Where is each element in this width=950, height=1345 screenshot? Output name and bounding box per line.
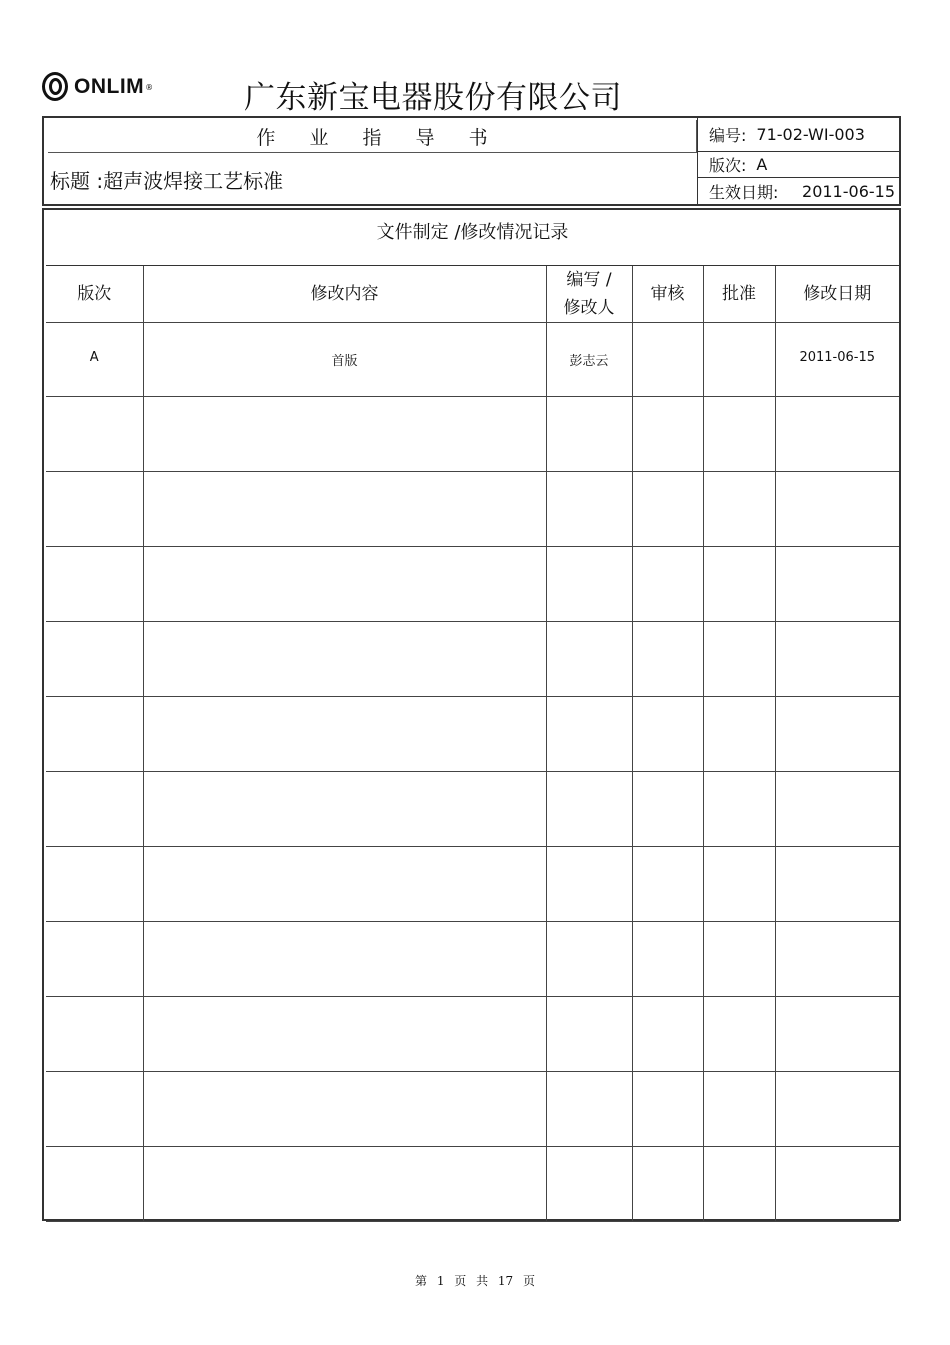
cell-author [546, 697, 632, 772]
col-header-approve: 批准 [703, 266, 775, 323]
cell-author [546, 1072, 632, 1147]
revision-table [46, 266, 899, 1222]
doc-type: 作 业 指 导 书 [48, 120, 697, 153]
cell-date [775, 622, 899, 697]
company-name: 广东新宝电器股份有限公司 [244, 80, 622, 116]
cell-content [143, 697, 546, 772]
effective-date-value: 2011-06-15 [802, 181, 895, 201]
cell-review [632, 547, 703, 622]
cell-approve [703, 622, 775, 697]
revision-record-title: 文件制定 /修改情况记录 [46, 210, 899, 266]
cell-approve [703, 547, 775, 622]
cell-review [632, 1072, 703, 1147]
cell-approve [703, 397, 775, 472]
cell-date [775, 997, 899, 1072]
cell-approve [703, 997, 775, 1072]
col-header-author: 编写 / 修改人 [546, 266, 632, 323]
cell-content [143, 1072, 546, 1147]
table-row [46, 472, 899, 547]
effective-date-label: 生效日期: [709, 182, 779, 202]
cell-content [143, 397, 546, 472]
cell-author [546, 1147, 632, 1222]
cell-date [775, 397, 899, 472]
cell-review [632, 472, 703, 547]
doc-version [698, 152, 899, 178]
table-row [46, 622, 899, 697]
table-row [46, 847, 899, 922]
cell-review [632, 997, 703, 1072]
cell-review [632, 772, 703, 847]
cell-approve [703, 847, 775, 922]
table-row [46, 1072, 899, 1147]
table-row [46, 697, 899, 772]
cell-approve [703, 697, 775, 772]
cell-author [546, 847, 632, 922]
cell-author: 彭志云 [546, 323, 632, 397]
registered-icon: ® [145, 82, 154, 92]
cell-author [546, 622, 632, 697]
cell-content: 首版 [143, 323, 546, 397]
table-row [46, 547, 899, 622]
doc-version-label: 版次: [709, 156, 747, 175]
cell-version: A [46, 323, 143, 397]
col-header-review: 审核 [632, 266, 703, 323]
cell-date [775, 922, 899, 997]
table-row [46, 922, 899, 997]
cell-version [46, 697, 143, 772]
cell-date [775, 472, 899, 547]
cell-content [143, 997, 546, 1072]
cell-approve [703, 772, 775, 847]
cell-approve [703, 922, 775, 997]
cell-approve [703, 472, 775, 547]
cell-content [143, 847, 546, 922]
cell-content [143, 547, 546, 622]
cell-version [46, 922, 143, 997]
table-row [46, 397, 899, 472]
cell-date [775, 547, 899, 622]
cell-date [775, 1147, 899, 1222]
revision-record [42, 208, 901, 1221]
cell-approve [703, 1147, 775, 1222]
doc-number [698, 118, 899, 152]
doc-number-label: 编号: [709, 126, 747, 145]
col-header-version: 版次 [46, 266, 143, 323]
cell-author [546, 547, 632, 622]
doc-version-value: A [756, 155, 768, 174]
cell-content [143, 472, 546, 547]
cell-date [775, 1072, 899, 1147]
cell-content [143, 772, 546, 847]
cell-review [632, 847, 703, 922]
cell-content [143, 1147, 546, 1222]
document-header [42, 116, 901, 206]
company-logo [42, 71, 153, 103]
cell-review [632, 697, 703, 772]
cell-version [46, 997, 143, 1072]
cell-author [546, 397, 632, 472]
cell-version [46, 397, 143, 472]
table-row [46, 1147, 899, 1222]
table-row [46, 997, 899, 1072]
cell-version [46, 1072, 143, 1147]
cell-review [632, 1147, 703, 1222]
cell-date [775, 772, 899, 847]
col-header-date: 修改日期 [775, 266, 899, 323]
table-row [46, 323, 899, 397]
cell-content [143, 622, 546, 697]
cell-author [546, 472, 632, 547]
cell-review [632, 622, 703, 697]
cell-version [46, 472, 143, 547]
col-header-content: 修改内容 [143, 266, 546, 323]
cell-date [775, 697, 899, 772]
cell-approve [703, 323, 775, 397]
cell-date [775, 847, 899, 922]
cell-version [46, 772, 143, 847]
doc-effective-date [698, 178, 899, 204]
doc-number-value: 71-02-WI-003 [756, 125, 865, 144]
page-footer: 第 1 页 共 17 页 [415, 1274, 535, 1288]
cell-version [46, 622, 143, 697]
cell-author [546, 997, 632, 1072]
cell-author [546, 922, 632, 997]
cell-date: 2011-06-15 [775, 323, 899, 397]
cell-review [632, 922, 703, 997]
cell-author [546, 772, 632, 847]
doc-title: 标题 :超声波焊接工艺标准 [50, 168, 284, 193]
cell-content [143, 922, 546, 997]
table-row [46, 772, 899, 847]
cell-review [632, 397, 703, 472]
cell-version [46, 847, 143, 922]
cell-version [46, 547, 143, 622]
cell-review [632, 323, 703, 397]
cell-approve [703, 1072, 775, 1147]
logo-mark-icon [42, 71, 72, 103]
revision-table-header [46, 266, 899, 323]
logo-text: ONLIM [74, 75, 145, 98]
cell-version [46, 1147, 143, 1222]
